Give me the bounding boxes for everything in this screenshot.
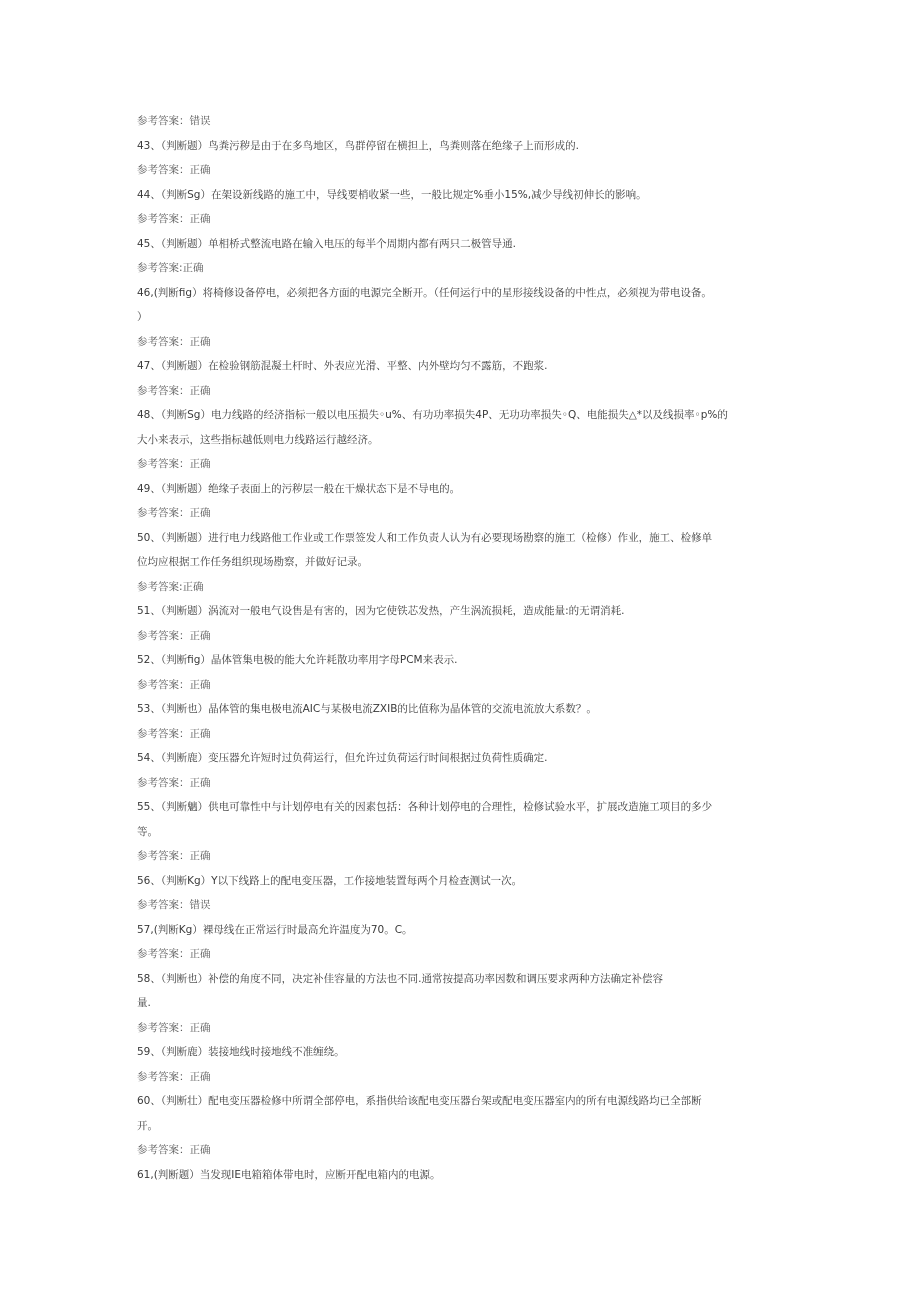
question-line: ） bbox=[137, 311, 148, 323]
answer-line: 参考答案：正确 bbox=[137, 458, 211, 470]
answer-line: 参考答案：正确 bbox=[137, 850, 211, 862]
answer-line: 参考答案：正确 bbox=[137, 630, 211, 642]
question-line: 61,(判断题）当发现IE电箱箱体带电时，应断开配电箱内的电源。 bbox=[137, 1169, 441, 1181]
answer-line: 参考答案：错误 bbox=[137, 115, 211, 127]
question-line: 53、（判断也）晶体管的集电极电流AIC与某极电流ZXIB的比值称为晶体管的交流电流放大系数？。 bbox=[137, 703, 597, 715]
question-line: 47、（判断题）在检验钢筋混凝土杆时、外表应光滑、平整、内外壁均匀不露筋，不跑浆. bbox=[137, 360, 548, 372]
question-line: 58、（判断也）补偿的角度不同，决定补佳容量的方法也不同.通常按提高功率因数和调压要求两种方法确定补偿容 bbox=[137, 973, 663, 985]
question-line: 60、（判断壮）配电变压器检修中所谓全部停电，系指供给该配电变压器台架或配电变压器室内的所有电源线路均已全部断 bbox=[137, 1095, 702, 1107]
answer-line: 参考答案：正确 bbox=[137, 507, 211, 519]
question-line: 45、（判断题）单相桥式整流电路在输入电压的每半个周期内都有两只二极管导通. bbox=[137, 238, 516, 250]
answer-line: 参考答案:正确 bbox=[137, 581, 204, 593]
question-line: 57,(判断Kg）裸母线在正常运行时最高允许温度为70。C。 bbox=[137, 924, 413, 936]
question-line: 50、（判断题）进行电力线路他工作业或工作票签发人和工作负责人认为有必要现场勘察的施工（检修）作业，施工、检修单 bbox=[137, 532, 713, 544]
answer-line: 参考答案：正确 bbox=[137, 336, 211, 348]
question-line: 52、（判断fig）晶体管集电极的能大允许耗散功率用字母PCM来表示. bbox=[137, 654, 458, 666]
question-line: 59、（判断鹿）装接地线时接地线不准缠绕。 bbox=[137, 1046, 345, 1058]
question-line: 43、（判断题）鸟粪污秽是由于在多鸟地区，鸟群停留在横担上，鸟粪则落在绝缘子上而形成的. bbox=[137, 140, 579, 152]
question-line: 56、（判断Kg）Y以下线路上的配电变压器，工作接地装置每两个月检查测试一次。 bbox=[137, 875, 523, 887]
answer-line: 参考答案：正确 bbox=[137, 1071, 211, 1083]
answer-line: 参考答案：正确 bbox=[137, 164, 211, 176]
question-line: 48、（判断Sg）电力线路的经济指标一般以电压损失◦u%、有功功率损失4P、无功功率损失◦Q、电能损失△*以及线损率◦p%的 bbox=[137, 409, 728, 421]
question-line: 49、（判断题）绝缘子表面上的污秽层一般在干燥状态下是不导电的。 bbox=[137, 483, 461, 495]
answer-line: 参考答案：正确 bbox=[137, 1144, 211, 1156]
answer-line: 参考答案：错误 bbox=[137, 899, 211, 911]
question-line: 46,(判断fig）将椅修设备停电，必须把各方面的电源完全断开。（任何运行中的星形接线设备的中性点，必须视为带电设备。 bbox=[137, 287, 712, 299]
question-line: 位均应根据工作任务组织现场勘察，并做好记录。 bbox=[137, 556, 368, 568]
answer-line: 参考答案：正确 bbox=[137, 213, 211, 225]
question-line: 55、（判断魑）供电可靠性中与计划停电有关的因素包括：各种计划停电的合理性，检修试验水平，扩展改造施工项目的多少 bbox=[137, 801, 713, 813]
question-line: 51、（判断题）涡流对一般电气设售是有害的，因为它使铁芯发热，产生涡流损耗，造成能量:的无谓消耗. bbox=[137, 605, 625, 617]
question-line: 量. bbox=[137, 997, 151, 1009]
answer-line: 参考答案：正确 bbox=[137, 1022, 211, 1034]
question-line: 等。 bbox=[137, 826, 158, 838]
answer-line: 参考答案:正确 bbox=[137, 262, 204, 274]
answer-line: 参考答案：正确 bbox=[137, 679, 211, 691]
answer-line: 参考答案：正确 bbox=[137, 385, 211, 397]
question-line: 44、（判断Sg）在架设新线路的施工中，导线要梢收紧一些，一般比规定%垂小15%,减少导线初伸长的影响。 bbox=[137, 189, 647, 201]
question-line: 54、（判断鹿）变压器允许短时过负荷运行，但允许过负荷运行时间根据过负荷性质确定. bbox=[137, 752, 548, 764]
answer-line: 参考答案：正确 bbox=[137, 948, 211, 960]
answer-line: 参考答案：正确 bbox=[137, 777, 211, 789]
question-line: 开。 bbox=[137, 1120, 158, 1132]
answer-line: 参考答案：正确 bbox=[137, 728, 211, 740]
question-line: 大小来表示，这些指标越低则电力线路运行越经济。 bbox=[137, 434, 379, 446]
